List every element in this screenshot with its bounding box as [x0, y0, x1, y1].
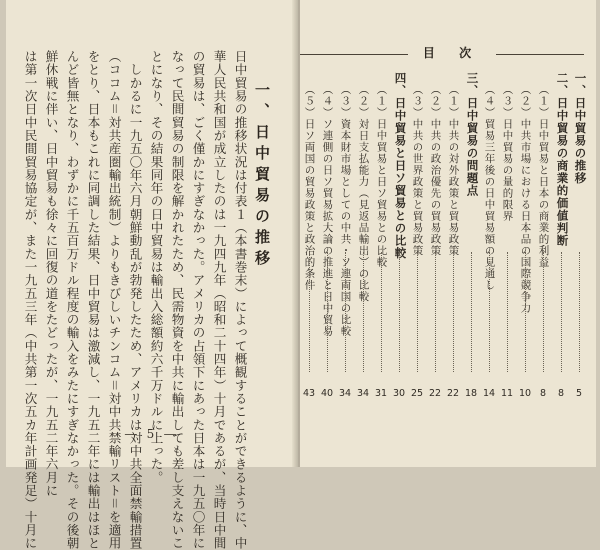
toc-leader: [363, 252, 370, 372]
toc-page-number: 43: [302, 388, 316, 399]
toc-entry: 三、日中貿易の問題点: [465, 72, 480, 197]
body-line: をとり、日本もこれに同調した結果、日中貿易は激減し、一九五二年には輸出はほと: [85, 50, 101, 550]
toc-entry: （２）中共の政治優先の貿易政策: [429, 84, 442, 257]
toc-entry: 二、日中貿易の商業的価値判断: [555, 72, 570, 247]
page-number: ― 5 ―: [124, 427, 180, 441]
toc-page-number: 8: [539, 388, 547, 399]
toc-page-number: 40: [320, 388, 334, 399]
body-line: （ココム＝対共産圏輸出統制）よりもきびしいチンコム＝対中共禁輸リスト＝を適用: [106, 50, 122, 550]
toc-entry: （３）日中貿易の量的限界: [501, 84, 514, 222]
toc-entry: （２）中共市場における日本品の国際競争力: [519, 84, 532, 314]
toc-leader: [489, 252, 496, 372]
toc-leader: [579, 252, 586, 372]
body-line: 日中貿易の推移状況は付表１（本書巻末）によって概観することができるように、中: [232, 50, 248, 550]
toc-page-number: 22: [446, 388, 460, 399]
body-line: とになり、その結果同年の日中貿易は輸出入総額約六千万ドルに上った。: [148, 50, 164, 484]
toc-leader: [309, 252, 316, 372]
toc-leader: [327, 252, 334, 372]
toc-entry: （４）ソ連側の日ソ貿易拡大論の推進と日中貿易: [321, 84, 334, 337]
body-line: 華人民共和国が成立したのは一九四九年（昭和二十四年）十月であるが、当時日中間: [211, 50, 227, 550]
toc-title: 目 次: [408, 44, 496, 61]
toc-page-number: 11: [500, 388, 514, 399]
toc-page-number: 34: [356, 388, 370, 399]
body-line: しかるに一九五〇年六月朝鮮動乱が勃発したため、アメリカは対中共全面禁輸措置: [127, 50, 143, 550]
body-line: なって民間貿易の制限を解かれたため、民需物資を中共に輸出しても差し支えないこ: [169, 50, 185, 550]
toc-entry: （１）日中貿易と日本の商業的利益: [537, 84, 550, 268]
body-line: は第一次日中民間貿易協定が、また一九五三年（中共第一次五カ年計画発足）十月に: [22, 50, 38, 550]
toc-leader: [525, 252, 532, 372]
book-spread: [6, 0, 596, 550]
toc-page-number: 34: [338, 388, 352, 399]
body-line: 鮮休戦に伴い、日中貿易も徐々に回復の道をたどったが、一九五二年六月に: [43, 50, 59, 498]
toc-leader: [471, 252, 478, 372]
toc-entry: （３）資本財市場としての中共・ソ連両国の比較: [339, 84, 352, 337]
toc-leader: [507, 252, 514, 372]
toc-page-number: 31: [374, 388, 388, 399]
toc-page-number: 5: [575, 388, 583, 399]
toc-leader: [345, 252, 352, 372]
toc-entry: （２）対日支払能力（見返品輸出）の比較: [357, 84, 370, 303]
toc-leader: [399, 252, 406, 372]
toc-page-number: 25: [410, 388, 424, 399]
toc-entry: （３）中共の世界政策と貿易政策: [411, 84, 424, 257]
toc-page-number: 10: [518, 388, 532, 399]
toc-entry: （５）日ソ両国の貿易政策と政治的条件: [303, 84, 316, 291]
body-line: んど皆無となり、わずかに千五百万ドル程度の輸入をみたにすぎなかった。その後朝: [64, 50, 80, 550]
toc-leader: [453, 252, 460, 372]
toc-page-number: 30: [392, 388, 406, 399]
toc-entry: （１）中共の対外政策と貿易政策: [447, 84, 460, 257]
toc-leader: [435, 252, 442, 372]
toc-entry: （４）貿易三年後の日中貿易額の見通し: [483, 84, 496, 291]
body-line: の貿易は、ごく僅かにすぎなかった。アメリカの占領下にあった日本は一九五〇年に: [190, 50, 206, 550]
toc-leader: [417, 252, 424, 372]
toc-entry: （１）日中貿易と日ソ貿易との比較: [375, 84, 388, 268]
toc-page-number: 18: [464, 388, 478, 399]
left-page: [6, 0, 298, 550]
toc-page-number: 14: [482, 388, 496, 399]
toc-page-number: 8: [557, 388, 565, 399]
toc-leader: [381, 252, 388, 372]
toc-entry: 四、日中貿易と日ソ貿易との比較: [393, 72, 408, 260]
toc-entry: 一、日中貿易の推移: [573, 72, 588, 185]
toc-leader: [543, 252, 550, 372]
toc-leader: [561, 252, 568, 372]
toc-page-number: 22: [428, 388, 442, 399]
chapter-title: 一、日中貿易の推移: [253, 82, 271, 271]
